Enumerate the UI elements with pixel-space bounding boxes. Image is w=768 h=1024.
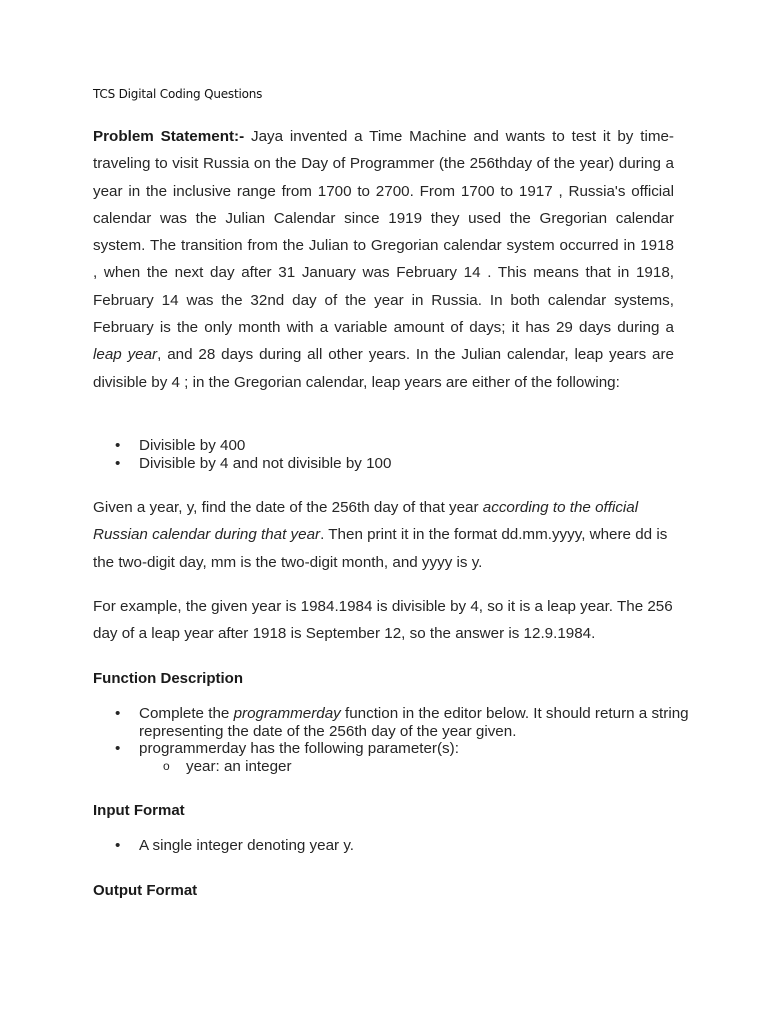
bullet-text: Complete the: [139, 705, 234, 722]
function-name: programmerday: [233, 705, 341, 722]
problem-text-part2: , and 28 days during all other years. In the Julian calendar, leap years are divisible by 4 ; in the Gregorian calendar, leap years are either of the following:: [93, 346, 674, 391]
list-item: • Divisible by 4 and not divisible by 100: [93, 455, 693, 473]
example-paragraph: For example, the given year is 1984.1984 is divisible by 4, so it is a leap year. The 256 day of a leap year after 1918 is September 12, so the answer is 12.9.1984.: [93, 598, 673, 643]
given-text-part1: Given a year, y, find the date of the 256th day of that year: [93, 499, 483, 516]
leap-year-term: leap year: [93, 346, 158, 364]
function-description-heading: Function Description: [93, 670, 243, 687]
given-text-part2: . Then print it in the format dd.mm.yyyy, where dd is the two-digit day, mm is the two-digit month, and yyyy is y.: [93, 526, 668, 571]
function-description-list: [93, 705, 693, 775]
problem-statement-paragraph: [93, 123, 674, 396]
given-italic-phrase: according to the official Russian calendar during that year: [93, 499, 639, 544]
given-year-paragraph: [93, 494, 674, 576]
list-item: [93, 705, 693, 740]
output-format-heading: Output Format: [93, 882, 198, 899]
parameter-item: o year: an integer: [139, 758, 693, 776]
problem-text-part1: Jaya invented a Time Machine and wants to test it by time-traveling to visit Russia on the Day of Programmer (the 256thday of the year) during a year in the inclusive range from 1700 to 2700. From 1700 to 1917 , Russia's official calendar was the Julian Calendar since 1919 they used the Gregorian calendar system. The transition from the Julian to Gregorian calendar system occurred in 1918 , when the next day after 31 January was February 14 . This means that in 1918, February 14 was the 32nd day of the year in Russia. In both calendar systems, February is the only month with a variable amount of days; it has 29 days during a: [93, 128, 674, 337]
input-format-list: [93, 837, 693, 855]
parameter-list: [139, 758, 693, 776]
list-item: • Divisible by 400: [93, 437, 693, 455]
leap-year-rules-list: [93, 437, 693, 472]
document-header: TCS Digital Coding Questions: [93, 87, 263, 101]
input-format-heading: Input Format: [93, 802, 185, 819]
list-item: [93, 740, 693, 775]
bullet-text: function in the editor below. It should return a string representing the date of the 256th day of the year given.: [139, 705, 689, 740]
list-item: • A single integer denoting year y.: [93, 837, 693, 855]
problem-statement-label: Problem Statement:-: [93, 128, 245, 145]
bullet-text: programmerday has the following parameter(s):: [139, 740, 459, 757]
